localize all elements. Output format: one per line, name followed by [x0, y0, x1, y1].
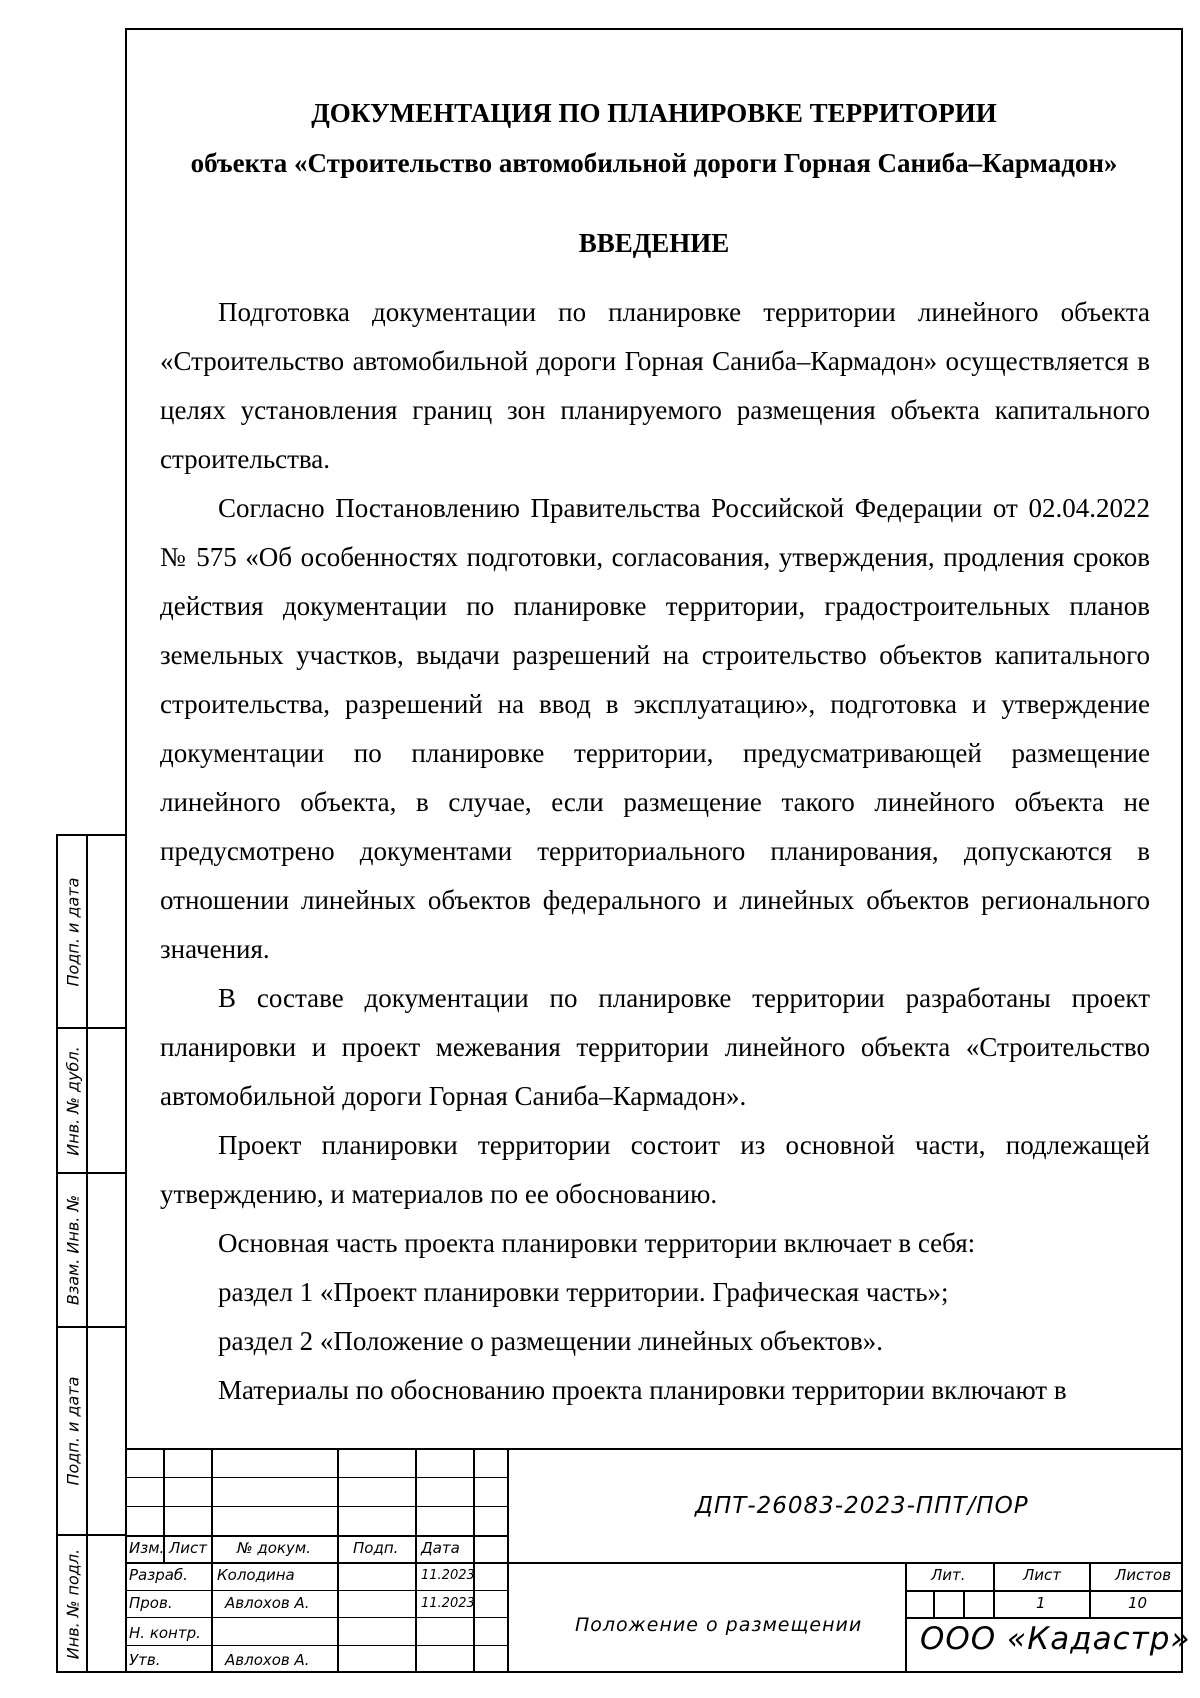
- paragraph: раздел 1 «Проект планировки территории. Графическая часть»;: [218, 1277, 949, 1307]
- document-title: ДОКУМЕНТАЦИЯ ПО ПЛАНИРОВКЕ ТЕРРИТОРИИ: [311, 98, 997, 128]
- role-developer: Разраб.: [129, 1566, 188, 1584]
- date-checker: 11.2023: [421, 1596, 475, 1611]
- paragraph: Материалы по обоснованию проекта планировки территории включают в: [218, 1375, 1067, 1405]
- paragraph: Подготовка документации по планировке территории линейного объекта «Строительство автомобильной дороги Горная Саниба–Кармадон» осуществляется в целях установления границ зон планируемого размещения объекта капитального строительства.: [160, 297, 1150, 474]
- document-code: ДПТ-26083-2023-ППТ/ПОР: [695, 1493, 1029, 1519]
- header-date: Дата: [421, 1539, 460, 1557]
- paragraph: В составе документации по планировке территории разработаны проект планировки и проект межевания территории линейного объекта «Строительство автомобильной дороги Горная Саниба–Кармадон».: [160, 983, 1150, 1111]
- side-label-orig-inv: Инв. № подл.: [63, 1548, 83, 1659]
- side-cell-orig-inv: [58, 1536, 125, 1671]
- organization-name: ООО «Кадастр»: [920, 1621, 1191, 1657]
- sheets-total: 10: [1128, 1594, 1148, 1612]
- name-approver: Авлохов А.: [225, 1651, 310, 1669]
- section-heading: ВВЕДЕНИЕ: [578, 228, 730, 258]
- side-label-exch-inv: Взам. Инв. №: [63, 1194, 83, 1306]
- side-cell-sign-date: [58, 836, 125, 1029]
- side-strip-upper: [56, 834, 125, 1328]
- paragraph: Основная часть проекта планировки территории включает в себя:: [218, 1228, 976, 1258]
- name-developer: Колодина: [217, 1566, 295, 1584]
- paragraph: раздел 2 «Положение о размещении линейных объектов».: [218, 1326, 884, 1356]
- document-name: Положение о размещении: [575, 1614, 863, 1636]
- sheets-label: Листов: [1115, 1566, 1172, 1584]
- header-doc-num: № докум.: [237, 1539, 311, 1557]
- header-sign: Подп.: [353, 1539, 399, 1557]
- side-label-sign-date: Подп. и дата: [63, 877, 83, 986]
- document-subtitle: объекта «Строительство автомобильной дороги Горная Саниба–Кармадон»: [190, 148, 1118, 178]
- side-cell-sign-date-2: [58, 1328, 125, 1536]
- header-izm: Изм.: [129, 1539, 165, 1557]
- side-strip-lower: [56, 1326, 125, 1673]
- lit-label: Лит.: [931, 1566, 966, 1584]
- name-checker: Авлохов А.: [225, 1594, 310, 1612]
- side-cell-exch-inv: [58, 1174, 125, 1326]
- role-approver: Утв.: [129, 1651, 161, 1669]
- role-norm-control: Н. контр.: [129, 1624, 201, 1642]
- sheet-label: Лист: [1023, 1566, 1062, 1584]
- date-developer: 11.2023: [421, 1568, 475, 1583]
- paragraph: Проект планировки территории состоит из основной части, подлежащей утверждению, и материалов по ее обоснованию.: [160, 1130, 1150, 1209]
- document-body: [160, 288, 1150, 1415]
- paragraph: Согласно Постановлению Правительства Российской Федерации от 02.04.2022 № 575 «Об особенностях подготовки, согласования, утверждения, продления сроков действия документации по планировке территории, градостроительных планов земельных участков, выдачи разрешений на строительство объектов капитального строительства, разрешений на ввод в эксплуатацию», подготовка и утверждение документации по планировке территории, предусматривающей размещение линейного объекта, в случае, если размещение такого линейного объекта не предусмотрено документами территориального планирования, допускаются в отношении линейных объектов федерального и линейных объектов регионального значения.: [160, 493, 1150, 964]
- title-block: [125, 1448, 1191, 1673]
- side-cell-dup-inv: [58, 1029, 125, 1174]
- role-checker: Пров.: [129, 1594, 173, 1612]
- side-label-dup-inv: Инв. № дубл.: [63, 1045, 83, 1156]
- header-list: Лист: [169, 1539, 208, 1557]
- sheet-number: 1: [1036, 1594, 1046, 1612]
- side-label-sign-date-2: Подп. и дата: [63, 1376, 83, 1486]
